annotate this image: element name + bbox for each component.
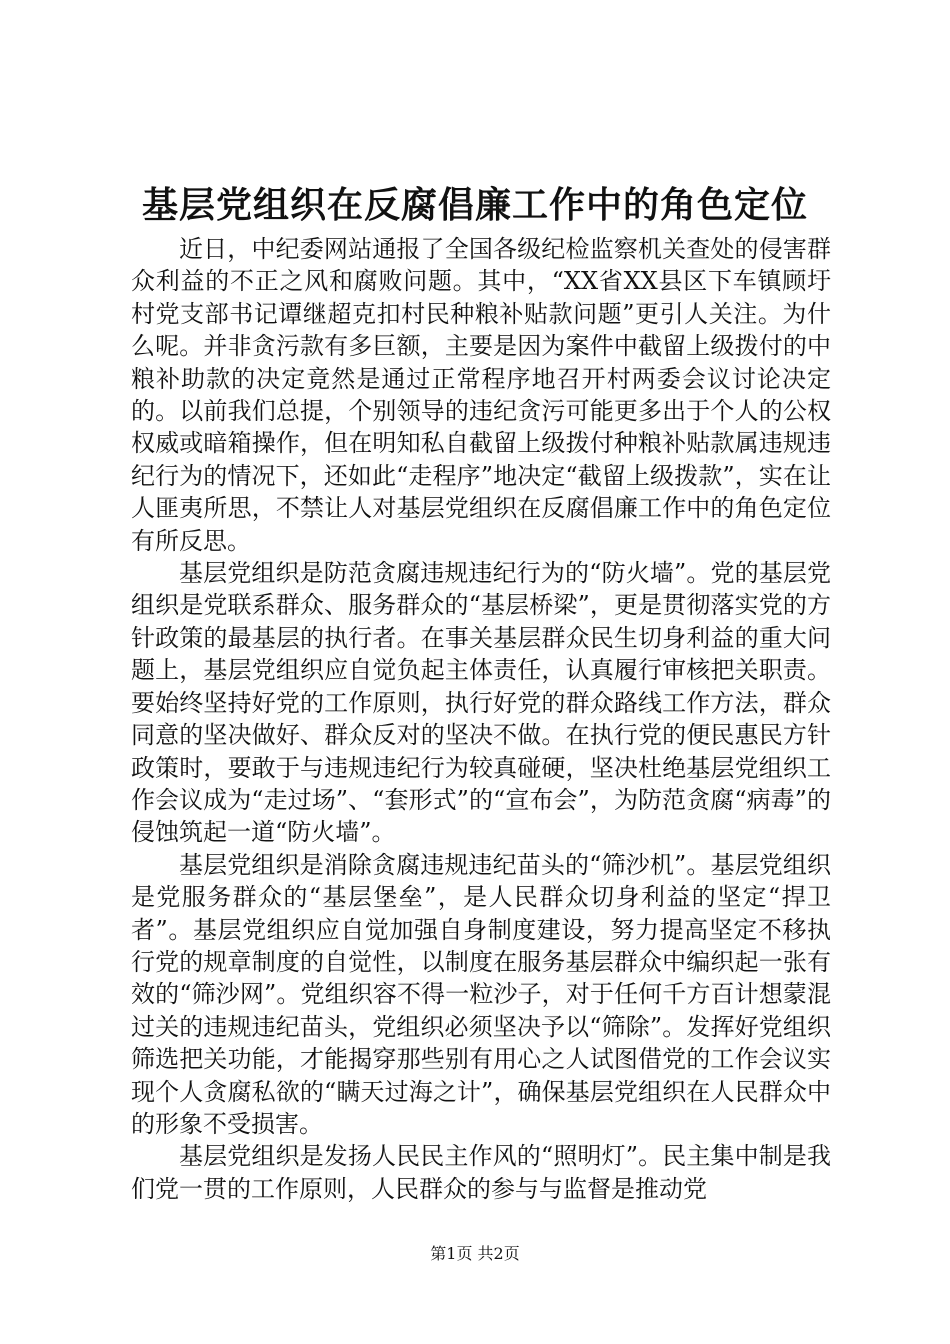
document-title: 基层党组织在反腐倡廉工作中的角色定位 — [141, 184, 808, 226]
paragraph-intro: 近日，中纪委网站通报了全国各级纪检监察机关查处的侵害群众利益的不正之风和腐败问题。其中，“XX省XX县区下车镇顾圩村党支部书记谭继超克扣村民种粮补贴款问题”更引人关注。为什么呢。并非贪污款有多巨额，主要是因为案件中截留上级拨付的中粮补助款的决定竟然是通过正常程序地召开村两委会议讨论决定的。以前我们总提，个别领导的违纪贪污可能更多出于个人的公权权威或暗箱操作，但在明知私自截留上级拨付种粮补贴款属违规违纪行为的情况下，还如此“走程序”地决定“截留上级拨款”，实在让人匪夷所思，不禁让人对基层党组织在反腐倡廉工作中的角色定位有所反思。 — [131, 235, 831, 555]
document-body — [131, 233, 831, 1205]
paragraph-lamp: 基层党组织是发扬人民民主作风的“照明灯”。民主集中制是我们党一贯的工作原则，人民群众的参与与监督是推动党 — [131, 1142, 831, 1203]
paragraph-firewall: 基层党组织是防范贪腐违规违纪行为的“防火墙”。党的基层党组织是党联系群众、服务群众的“基层桥梁”，更是贯彻落实党的方针政策的最基层的执行者。在事关基层群众民生切身利益的重大问题上，基层党组织应自觉负起主体责任，认真履行审核把关职责。要始终坚持好党的工作原则，执行好党的群众路线工作方法，群众同意的坚决做好、群众反对的坚决不做。在执行党的便民惠民方针政策时，要敢于与违规违纪行为较真碰硬，坚决杜绝基层党组织工作会议成为“走过场”、“套形式”的“宣布会”，为防范贪腐“病毒”的侵蚀筑起一道“防火墙”。 — [131, 559, 831, 847]
page-footer: 第1页 共2页 — [430, 1244, 520, 1263]
paragraph-sand-filter: 基层党组织是消除贪腐违规违纪苗头的“筛沙机”。基层党组织是党服务群众的“基层堡垒”，是人民群众切身利益的坚定“捍卫者”。基层党组织应自觉加强自身制度建设，努力提高坚定不移执行党的规章制度的自觉性，以制度在服务基层群众中编织起一张有效的“筛沙网”。党组织容不得一粒沙子，对于任何千方百计想蒙混过关的违规违纪苗头，党组织必须坚决予以“筛除”。发挥好党组织筛选把关功能，才能揭穿那些别有用心之人试图借党的工作会议实现个人贪腐私欲的“瞒天过海之计”，确保基层党组织在人民群众中的形象不受损害。 — [131, 850, 831, 1138]
